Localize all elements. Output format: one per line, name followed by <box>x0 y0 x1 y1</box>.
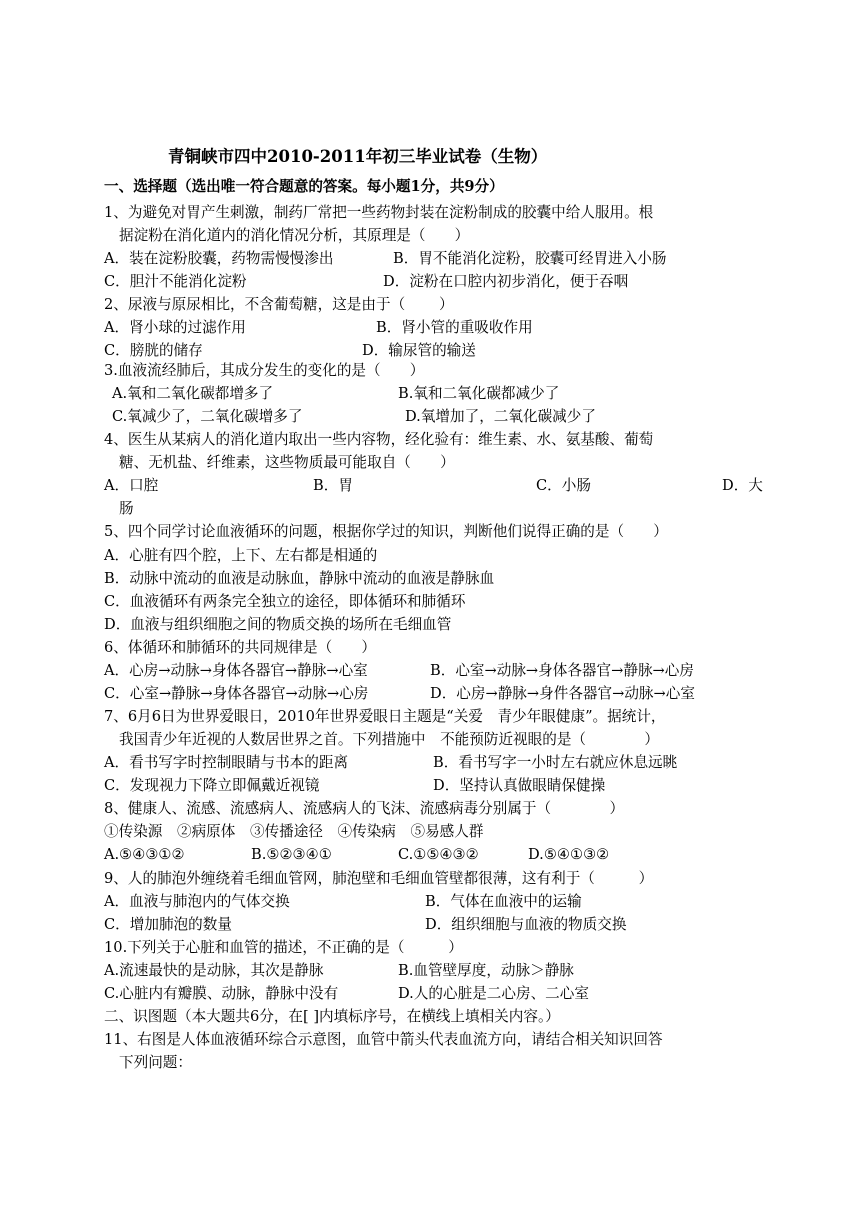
question-7-stem-line1: 7、6月6日为世界爱眼日，2010年世界爱眼日主题是“关爱 青少年眼健康”。据统计， <box>104 708 666 725</box>
question-2-option-d: D．输尿管的输送 <box>362 342 476 359</box>
question-2-option-a: A．肾小球的过滤作用 <box>104 319 246 336</box>
question-9-option-c: C．增加肺泡的数量 <box>104 916 232 933</box>
question-3-option-d: D.氧增加了，二氧化碳减少了 <box>405 408 596 425</box>
section-heading-diagram: 二、识图题（本大题共6分，在[ ]内填标序号，在横线上填相关内容。） <box>104 1008 560 1025</box>
question-4-stem-line1: 4、医生从某病人的消化道内取出一些内容物，经化验有：维生素、水、氨基酸、葡萄 <box>104 431 654 448</box>
question-5-option-d: D．血液与组织细胞之间的物质交换的场所在毛细血管 <box>104 616 452 633</box>
question-1-option-a: A．装在淀粉胶囊，药物需慢慢渗出 <box>104 250 334 267</box>
question-1-stem-line1: 1、为避免对胃产生刺激，制药厂常把一些药物封装在淀粉制成的胶囊中给人服用。根 <box>104 204 654 221</box>
question-4-option-d-wrap: 肠 <box>119 500 134 517</box>
question-4-option-d: D．大 <box>722 477 763 494</box>
question-1-option-d: D．淀粉在口腔内初步消化，便于吞咽 <box>383 273 629 290</box>
question-6-option-d: D．心房→静脉→身件各器官→动脉→心室 <box>430 685 695 702</box>
question-5-option-a: A．心脏有四个腔，上下、左右都是相通的 <box>104 547 378 564</box>
question-9-stem: 9、人的肺泡外缠绕着毛细血管网，肺泡壁和毛细血管壁都很薄，这有利于（ ） <box>104 870 654 887</box>
question-3-stem: 3.血液流经肺后，其成分发生的变化的是（ ） <box>104 362 425 379</box>
question-5-option-b: B．动脉中流动的血液是动脉血，静脉中流动的血液是静脉血 <box>104 570 495 587</box>
question-10-option-a: A.流速最快的是动脉，其次是静脉 <box>104 962 324 979</box>
question-8-option-b: B.⑤②③④① <box>251 846 332 863</box>
question-11-stem-line1: 11、右图是人体血液循环综合示意图，血管中箭头代表血流方向，请结合相关知识回答 <box>104 1031 663 1048</box>
question-10-option-d: D.人的心脏是二心房、二心室 <box>398 985 589 1002</box>
question-7-option-b: B．看书写字一小时左右就应休息远眺 <box>433 754 678 771</box>
question-4-option-b: B．胃 <box>313 477 353 494</box>
question-7-option-a: A．看书写字时控制眼睛与书本的距离 <box>104 754 349 771</box>
question-10-stem: 10.下列关于心脏和血管的描述，不正确的是（ ） <box>104 939 463 956</box>
question-3-option-c: C.氧减少了，二氧化碳增多了 <box>112 408 303 425</box>
question-10-option-b: B.血管壁厚度，动脉＞静脉 <box>398 962 574 979</box>
question-1-option-c: C．胆汁不能消化淀粉 <box>104 273 247 290</box>
question-8-options-key: ①传染源 ②病原体 ③传播途径 ④传染病 ⑤易感人群 <box>104 823 484 840</box>
question-5-stem: 5、四个同学讨论血液循环的问题，根据你学过的知识，判断他们说得正确的是（ ） <box>104 523 668 540</box>
question-8-option-c: C.①⑤④③② <box>398 846 479 863</box>
question-10-option-c: C.心脏内有瓣膜、动脉，静脉中没有 <box>104 985 339 1002</box>
question-11-stem-line2: 下列问题： <box>119 1054 192 1071</box>
question-4-option-c: C．小肠 <box>536 477 591 494</box>
question-5-option-c: C．血液循环有两条完全独立的途径，即体循环和肺循环 <box>104 593 466 610</box>
question-3-option-a: A.氧和二氧化碳都增多了 <box>112 385 274 402</box>
question-2-option-c: C．膀胱的储存 <box>104 342 203 359</box>
question-2-option-b: B．肾小管的重吸收作用 <box>376 319 533 336</box>
question-2-stem: 2、尿液与原尿相比，不含葡萄糖，这是由于（ ） <box>104 296 454 313</box>
question-1-option-b: B．胃不能消化淀粉，胶囊可经胃进入小肠 <box>393 250 667 267</box>
question-6-option-a: A．心房→动脉→身体各器官→静脉→心室 <box>104 662 368 679</box>
question-7-option-c: C．发现视力下降立即佩戴近视镜 <box>104 777 320 794</box>
question-3-option-b: B.氧和二氧化碳都减少了 <box>398 385 560 402</box>
question-8-option-d: D.⑤④①③② <box>528 846 610 863</box>
question-6-option-b: B．心室→动脉→身体各器官→静脉→心房 <box>430 662 694 679</box>
question-7-option-d: D．坚持认真做眼睛保健操 <box>433 777 606 794</box>
question-6-stem: 6、体循环和肺循环的共同规律是（ ） <box>104 639 376 656</box>
question-4-option-a: A．口腔 <box>104 477 159 494</box>
question-1-stem-line2: 据淀粉在消化道内的消化情况分析，其原理是（ ） <box>119 227 470 244</box>
question-9-option-d: D．组织细胞与血液的物质交换 <box>425 916 627 933</box>
question-6-option-c: C．心室→静脉→身体各器官→动脉→心房 <box>104 685 369 702</box>
question-7-stem-line2: 我国青少年近视的人数居世界之首。下列措施中 不能预防近视眼的是（ ） <box>119 731 659 748</box>
question-8-option-a: A.⑤④③①② <box>104 846 185 863</box>
page-title: 青铜峡市四中2010-2011年初三毕业试卷（生物） <box>168 147 548 166</box>
section-heading-choice: 一、选择题（选出唯一符合题意的答案。每小题1分，共9分） <box>104 178 504 195</box>
question-9-option-a: A．血液与肺泡内的气体交换 <box>104 893 290 910</box>
question-8-stem: 8、健康人、流感、流感病人、流感病人的飞沫、流感病毒分别属于（ ） <box>104 800 625 817</box>
question-4-stem-line2: 糖、无机盐、纤维素，这些物质最可能取自（ ） <box>119 454 455 471</box>
question-9-option-b: B．气体在血液中的运输 <box>425 893 582 910</box>
